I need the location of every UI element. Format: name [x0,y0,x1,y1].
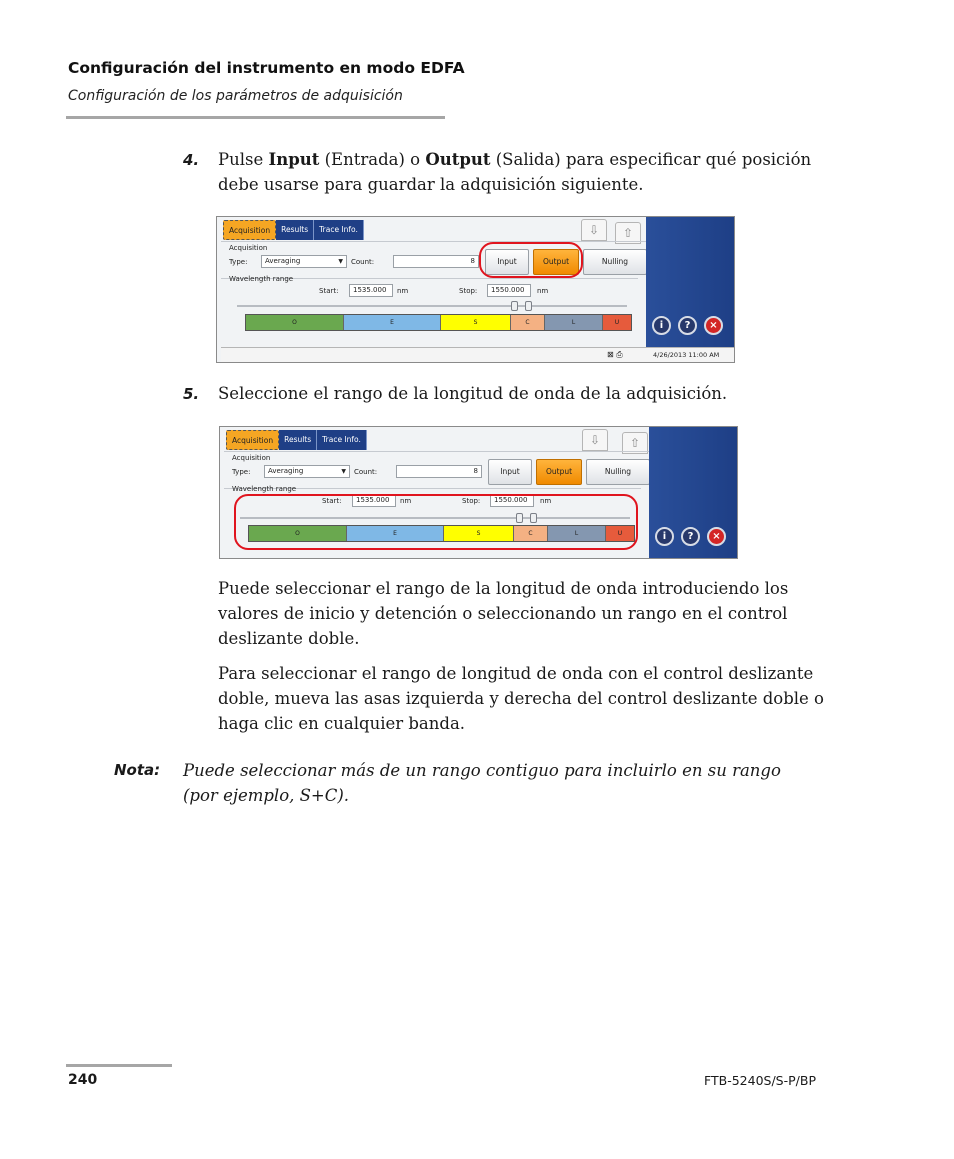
type-select[interactable]: Averaging ▼ [264,465,350,478]
start-input[interactable]: 1535.000 [352,494,396,507]
type-label: Type: [232,468,251,476]
start-label: Start: [319,287,339,295]
tab-acquisition[interactable]: Acquisition [223,220,276,240]
stop-input[interactable]: 1550.000 [490,494,534,507]
band-u[interactable]: U [606,526,634,541]
product-model: FTB-5240S/S-P/BP [704,1073,816,1088]
output-button[interactable]: Output [536,459,582,485]
stop-label: Stop: [459,287,478,295]
nav-down-icon[interactable]: ⇩ [581,219,607,241]
count-input[interactable]: 8 [393,255,479,268]
nulling-button[interactable]: Nulling [586,459,650,485]
tab-bar [223,220,364,240]
start-unit: nm [397,287,409,295]
highlight-input-output [479,242,583,278]
band-l[interactable]: L [545,315,603,330]
band-u[interactable]: U [603,315,631,330]
band-e[interactable]: E [347,526,444,541]
nulling-button[interactable]: Nulling [583,249,647,275]
close-icon[interactable]: × [704,316,723,335]
band-s[interactable]: S [444,526,514,541]
count-label: Count: [354,468,378,476]
band-s[interactable]: S [441,315,511,330]
slider-left-handle[interactable] [511,301,518,311]
datetime-label: 4/26/2013 11:00 AM [653,351,720,359]
input-button[interactable]: Input [485,249,529,275]
help-icon[interactable]: ? [678,316,697,335]
band-e[interactable]: E [344,315,441,330]
tab-acquisition[interactable]: Acquisition [226,430,279,450]
status-icons: ⊠ ⎙ [607,350,623,359]
range-slider-track[interactable] [237,305,627,307]
tab-trace-info[interactable]: Trace Info. [314,220,364,240]
chevron-down-icon: ▼ [338,258,343,265]
info-icon[interactable]: i [652,316,671,335]
status-bar [221,347,734,362]
side-panel [649,427,737,558]
band-c[interactable]: C [511,315,545,330]
band-l[interactable]: L [548,526,606,541]
paragraph-slider: Para seleccionar el rango de longitud de onda con el control deslizante doble, mueva las asas izquierda y derecha del control deslizante doble o haga clic en cualquier banda. [218,664,824,733]
paragraph-range-entry: Puede seleccionar el rango de la longitud de onda introduciendo los valores de inicio y detención o seleccionando un rango en el control deslizante doble. [218,579,789,648]
stop-input[interactable]: 1550.000 [487,284,531,297]
stop-label: Stop: [462,497,481,505]
help-icon[interactable]: ? [681,527,700,546]
tab-bar [226,430,367,450]
step-4-text: Pulse Input (Entrada) o Output (Salida) para especificar qué posición debe usarse para guardar la adquisición siguiente. [218,150,812,194]
stop-unit: nm [540,497,552,505]
step-5-number: 5. [183,385,200,403]
band-o[interactable]: O [246,315,344,330]
tab-separator [224,451,649,452]
screenshot-input-output [216,216,735,363]
nav-down-icon[interactable]: ⇩ [582,429,608,451]
band-o[interactable]: O [249,526,347,541]
side-panel [646,217,734,362]
start-label: Start: [322,497,342,505]
type-label: Type: [229,258,248,266]
start-unit: nm [400,497,412,505]
start-input[interactable]: 1535.000 [349,284,393,297]
stop-unit: nm [537,287,549,295]
note-text: Puede seleccionar más de un rango contiguo para incluirlo en su rango (por ejemplo, S+C). [183,761,781,805]
count-input[interactable]: 8 [396,465,482,478]
chevron-down-icon: ▼ [341,468,346,475]
nav-up-icon[interactable]: ⇧ [622,432,648,454]
screenshot-wavelength-range [219,426,738,559]
step-5-text: Seleccione el rango de la longitud de onda de la adquisición. [218,384,728,403]
slider-right-handle[interactable] [525,301,532,311]
tab-separator [221,241,646,242]
tab-results[interactable]: Results [276,220,314,240]
note-label: Nota: [114,761,161,779]
acquisition-section-label: Acquisition [229,244,268,252]
band-c[interactable]: C [514,526,548,541]
close-icon[interactable]: × [707,527,726,546]
tab-trace-info[interactable]: Trace Info. [317,430,367,450]
page-number: 240 [68,1072,98,1088]
info-icon[interactable]: i [655,527,674,546]
highlight-wavelength-range [234,494,638,550]
wavelength-range-label: Wavelength range [229,275,294,283]
wavelength-range-label: Wavelength range [232,485,297,493]
section-title: Configuración del instrumento en modo EDFA [68,59,465,77]
output-button[interactable]: Output [533,249,579,275]
header-rule [66,116,445,119]
step-4-number: 4. [183,151,200,169]
nav-up-icon[interactable]: ⇧ [615,222,641,244]
input-button[interactable]: Input [488,459,532,485]
section-subtitle: Configuración de los parámetros de adquisición [68,88,403,104]
type-select[interactable]: Averaging ▼ [261,255,347,268]
footer-rule [66,1064,172,1067]
band-bar [245,314,632,331]
tab-results[interactable]: Results [279,430,317,450]
count-label: Count: [351,258,375,266]
acquisition-section-label: Acquisition [232,454,271,462]
